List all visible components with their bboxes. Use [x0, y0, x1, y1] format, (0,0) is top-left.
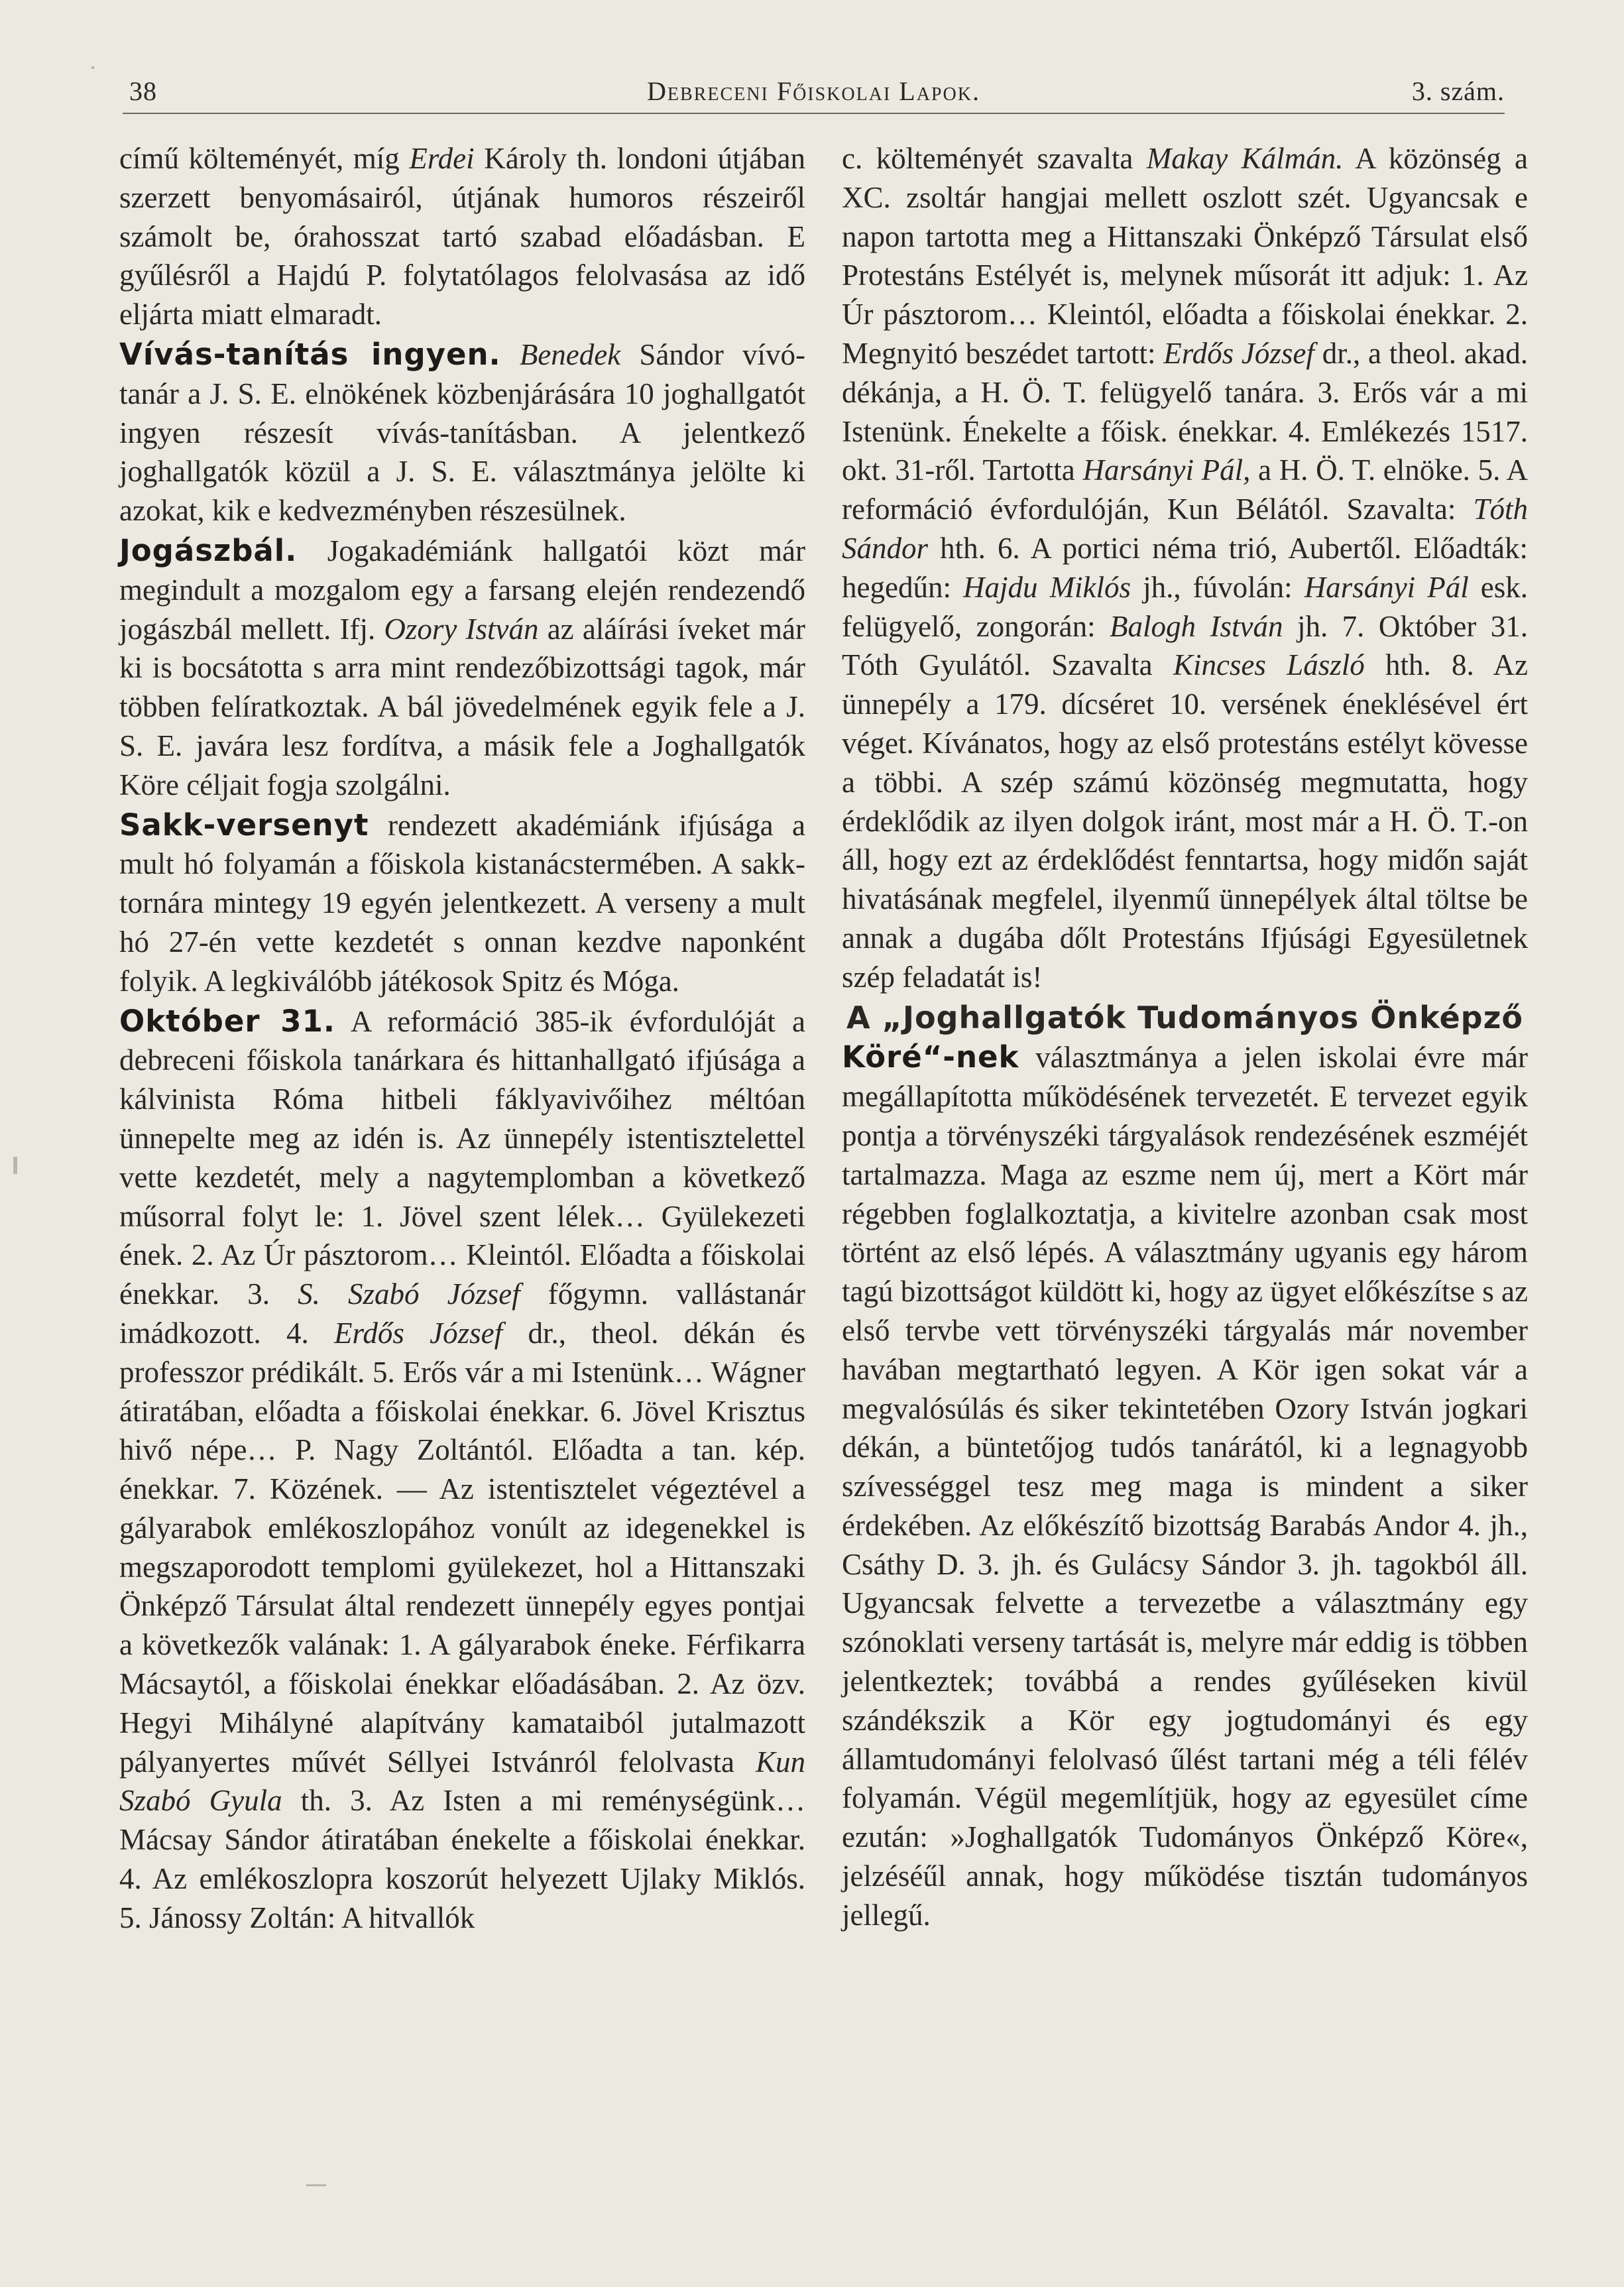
- issue-number: 3. szám.: [1411, 76, 1505, 106]
- run-in-heading: Köré“-nek: [842, 1039, 1019, 1075]
- paragraph-evening-program: c. költeményét szavalta Makay Kálmán. A közönség a XC. zsoltár hangjai mellett oszlott szét. Ugyancsak e napon tartotta meg a Hittanszaki Önképző Társulat első Protestáns Estélyét is, melynek műsorát itt adjuk: 1. Az Úr pásztorom… Kleintól, előadta a főiskolai énekkar. 2. Megnyitó beszédet tartott: Erdős József dr., a theol. akad. dékánja, a H. Ö. T. felügyelő tanára. 3. Erős vár a mi Istenünk. Énekelte a főisk. énekkar. 4. Emlékezés 1517. okt. 31-ről. Tartotta Harsányi Pál, a H. Ö. T. elnöke. 5. A reformáció évfordulóján, Kun Bélától. Szavalta: Tóth Sándor hth. 6. A portici néma trió, Aubertől. Előadták: hegedűn: Hajdu Miklós jh., fúvolán: Harsányi Pál esk. felügyelő, zongorán: Balogh István jh. 7. Október 31. Tóth Gyulától. Szavalta Kincses László hth. 8. Az ünnepély a 179. dícséret 10. versének éneklésével ért véget. Kívánatos, hogy az első protestáns estélyt kövesse a többi. A szép számú közönség megmutatta, hogy érdeklődik az ilyen dolgok iránt, most már a H. Ö. T.-on áll, hogy ezt az érdeklődést fenntartsa, hogy midőn saját hivatásának megfelel, ilyenmű ünnepélyek által töltse be annak a dugába dőlt Protestáns Ifjúsági Egyesületnek szép feladatát is!: [842, 142, 1529, 994]
- paragraph-fencing: Vívás-tanítás ingyen. Benedek Sándor vívó-tanár a J. S. E. elnökének közbenjárására 10 joghallgatót ingyen részesít vívás-tanításban. A jelentkező joghallgatók közül a J. S. E. választmánya jelölte ki azokat, kik e kedvezményben részesülnek.: [119, 336, 805, 528]
- run-in-heading: Jogászbál.: [119, 532, 298, 568]
- right-column: [842, 139, 1528, 1935]
- person-name: Harsányi Pál,: [1082, 453, 1251, 487]
- person-name: Tóth Sándor: [842, 493, 1529, 565]
- journal-title: Debreceni Főiskolai Lapok.: [647, 76, 980, 106]
- person-name: Balogh István: [1110, 609, 1283, 643]
- run-in-heading: Vívás-tanítás ingyen.: [119, 336, 501, 372]
- person-name: Makay Kálmán.: [1146, 142, 1344, 175]
- person-name: Kincses László: [1173, 648, 1365, 682]
- run-in-heading: Október 31.: [119, 1003, 336, 1039]
- scan-speck: [306, 2184, 326, 2186]
- paragraph-chess: Sakk-versenyt rendezett akadémiánk ifjúsága a mult hó folyamán a főiskola kistanácstermében. A sakk-tornára mintegy 19 egyén jelentkezett. A verseny a mult hó 27-én vette kezdetét s onnan kezdve naponként folyik. A legkiválóbb játékosok Spitz és Móga.: [119, 807, 805, 998]
- scan-speck: [13, 1157, 17, 1174]
- person-name: S. Szabó József: [298, 1277, 520, 1311]
- run-in-heading: Sakk-versenyt: [119, 807, 369, 843]
- person-name: Kun Szabó Gyula: [119, 1745, 805, 1818]
- person-name: Erdős József: [334, 1316, 503, 1350]
- section-heading: A „Joghallgatók Tudományos Önképző: [846, 999, 1523, 1035]
- scan-speck: [91, 66, 94, 69]
- person-name: Erdős József: [1163, 336, 1314, 370]
- left-column: [119, 139, 805, 1938]
- paragraph-poem-reading: című költeményét, míg Erdei Károly th. londoni útjában szerzett benyomásairól, útjának humoros részeiről számolt be, órahosszat tartó szabad előadásban. E gyűlésről a Hajdú P. folytatólagos felolvasása az idő eljárta miatt elmaradt.: [119, 142, 806, 331]
- paragraph-lawyers-ball: Jogászbál. Jogakadémiánk hallgatói közt már megindult a mozgalom egy a farsang elején rendezendő jogászbál mellett. Ifj. Ozory István az aláírási íveket már ki is bocsátotta s arra mint rendezőbizottsági tagok, már többen felíratkoztak. A bál jövedelmének egyik fele a J. S. E. javára lesz fordítva, a másik fele a Joghallgatók Köre céljait fogja szolgálni.: [119, 532, 805, 801]
- paragraph-october-31: Október 31. A reformáció 385-ik évfordulóját a debreceni főiskola tanárkara és hittanhallgató ifjúsága a kálvinista Róma hitbeli fáklyavivőihez méltóan ünnepelte meg az idén is. Az ünnepély istentisztelettel vette kezdetét, mely a nagytemplomban a következő műsorral folyt le: 1. Jövel szent lélek… Gyülekezeti ének. 2. Az Úr pásztorom… Kleintól. Előadta a főiskolai énekkar. 3. S. Szabó József főgymn. vallástanár imádkozott. 4. Erdős József dr., theol. dékán és professzor prédikált. 5. Erős vár a mi Istenünk… Wágner átiratában, előadta a főiskolai énekkar. 6. Jövel Krisztus hivő népe… P. Nagy Zoltántól. Előadta a tan. kép. énekkar. 7. Közének. — Az istentisztelet végeztével a gályarabok emlékoszlopához vonúlt az idegenekkel is megszaporodott templomi gyülekezet, hol a Hittanszaki Önképző Társulat által rendezett ünnepély egyes pontjai a következők valának: 1. A gályarabok éneke. Férfikarra Mácsaytól, a főiskolai énekkar előadásában. 2. Az özv. Hegyi Mihályné alapítvány kamataiból jutalmazott pályanyertes művét Séllyei Istvánról felolvasta Kun Szabó Gyula th. 3. Az Isten a mi reménységünk… Mácsay Sándor átiratában énekelte a főiskolai énekkar. 4. Az emlékoszlopra koszorút helyezett Ujlaky Miklós. 5. Jánossy Zoltán: A hitvallók: [119, 1003, 806, 1934]
- person-name: Hajdu Miklós: [963, 570, 1131, 604]
- running-header: [123, 66, 1505, 114]
- person-name: Harsányi Pál: [1304, 570, 1469, 604]
- paragraph-law-students-circle: Köré“-nek választmánya a jelen iskolai évre már megállapította működésének tervezetét. E tervezet egyik pontja a törvényszéki tárgyalások rendezésének eszméjét tartalmazza. Maga az eszme nem új, mert a Kört már régebben foglalkoztatja, a kivitelre azonban csak most történt az első lépés. A választmány ugyanis egy három tagú bizottságot küldött ki, hogy az ügyet előkészítse s az első tervbe vett törvényszéki tárgyalás már november havában megtartható legyen. A Kör igen sokat vár a megvalósúlás és siker tekintetében Ozory István jogkari dékán, a büntetőjog tudós tanárától, ki a legnagyobb szívességgel tesz meg maga is mindent a siker érdekében. Az előkészítő bizottság Barabás Andor 4. jh., Csáthy D. 3. jh. és Gulácsy Sándor 3. jh. tagokból áll. Ugyancsak felvette a tervezetbe a választmány egy szónoklati verseny tartását is, melyre már eddig is többen jelentkeztek; továbbá a rendes gyűléseken kivül szándékszik a Kör egy jogtudományi és egy államtudományi felolvasó űlést tartani még a téli félév folyamán. Végül megemlítjük, hogy az egyesület címe ezután: »Joghallgatók Tudományos Önképző Köre«, jelzéséűl annak, hogy működése tisztán tudományos jellegű.: [842, 1039, 1528, 1932]
- page-number: 38: [129, 76, 157, 106]
- person-name: Benedek: [519, 337, 621, 371]
- person-name: Ozory István: [384, 612, 539, 646]
- person-name: Erdei: [409, 142, 475, 175]
